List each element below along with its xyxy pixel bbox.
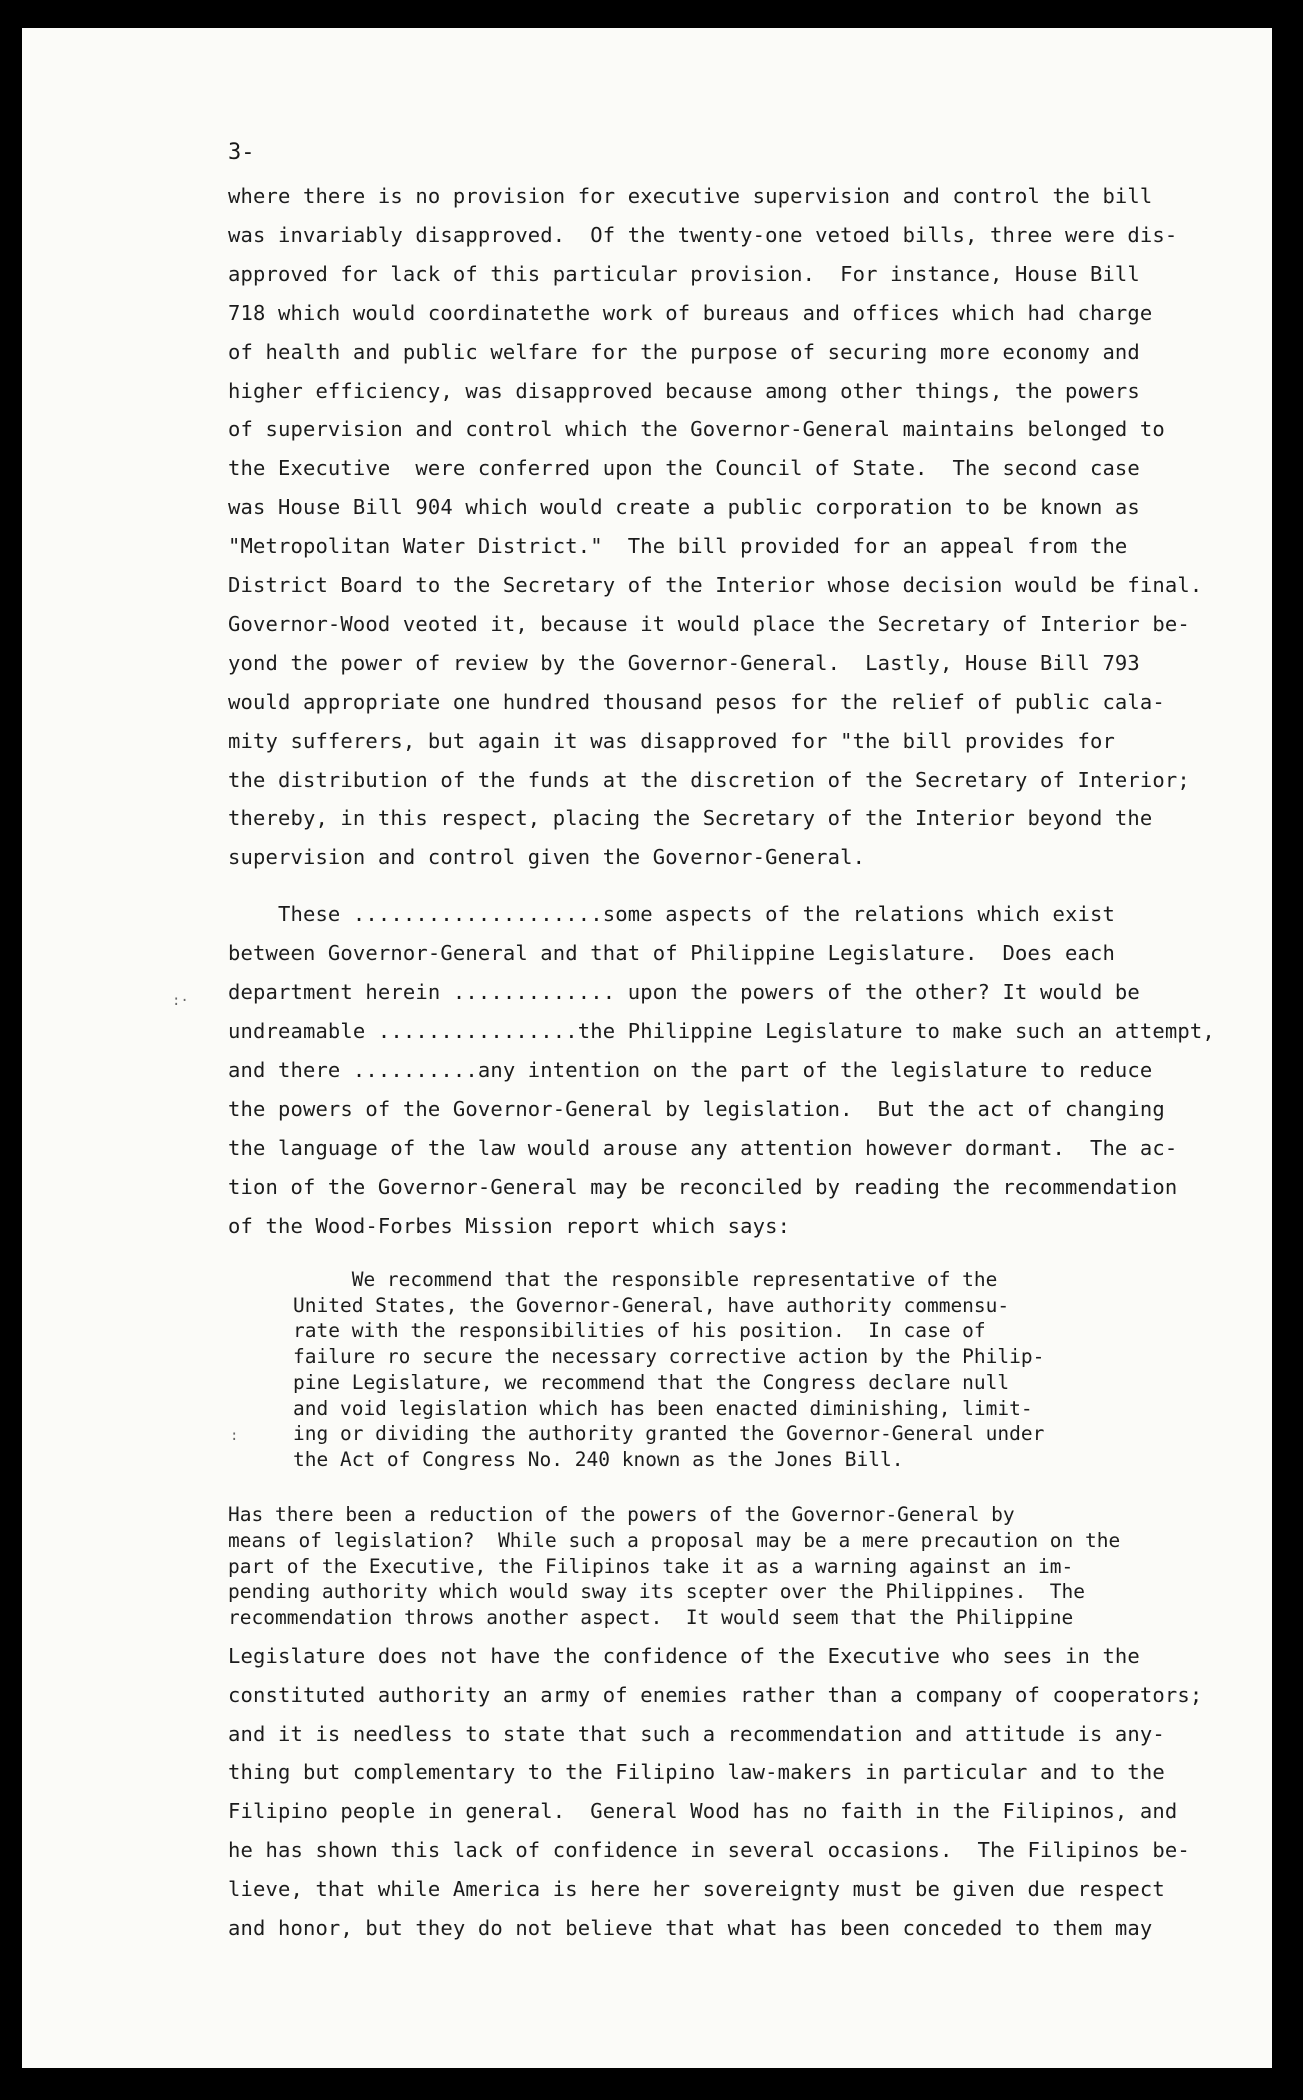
text-line: We recommend that the responsible representative of the: [293, 1268, 998, 1291]
text-line: between Governor-General and that of Philippine Legislature. Does each: [228, 941, 1115, 965]
page-number: 3-: [228, 140, 255, 165]
text-line: Legislature does not have the confidence of the Executive who sees in the: [228, 1644, 1140, 1668]
text-line: approved for lack of this particular provision. For instance, House Bill: [228, 261, 1140, 286]
text-line: ing or dividing the authority granted the Governor-General under: [293, 1422, 1045, 1446]
text-line: thing but complementary to the Filipino law-makers in particular and to the: [228, 1760, 1165, 1785]
text-line: the Executive were conferred upon the Council of State. The second case: [228, 456, 1140, 481]
text-line: was invariably disapproved. Of the twenty-one vetoed bills, three were dis-: [228, 222, 1178, 247]
text-line: the Act of Congress No. 240 known as the Jones Bill.: [293, 1447, 904, 1471]
text-line: District Board to the Secretary of the Interior whose decision would be final.: [228, 573, 1203, 597]
text-line: department herein ............. upon the powers of the other? It would be: [228, 980, 1140, 1004]
text-line: undreamable ................the Philippine Legislature to make such an attempt,: [228, 1019, 1215, 1043]
text-line: the language of the law would arouse any attention however dormant. The ac-: [228, 1136, 1178, 1160]
text-line: Governor-Wood veoted it, because it would place the Secretary of Interior be-: [228, 611, 1190, 636]
text-line: mity sufferers, but again it was disapproved for "the bill provides for: [228, 728, 1115, 753]
text-line: pine Legislature, we recommend that the Congress declare null: [293, 1370, 1010, 1394]
text-line: yond the power of review by the Governor-General. Lastly, House Bill 793: [228, 650, 1140, 675]
text-line: "Metropolitan Water District." The bill provided for an appeal from the: [228, 534, 1128, 559]
text-line: supervision and control given the Governor-General.: [228, 845, 866, 870]
text-line: Filipino people in general. General Wood has no faith in the Filipinos, and: [228, 1799, 1178, 1824]
text-line: was House Bill 904 which would create a public corporation to be known as: [228, 495, 1140, 520]
margin-mark: :·: [172, 993, 189, 1009]
text-line: of supervision and control which the Governor-General maintains belonged to: [228, 417, 1165, 442]
text-line: and there ..........any intention on the part of the legislature to reduce: [228, 1058, 1153, 1082]
text-line: part of the Executive, the Filipinos take it as a warning against an im-: [228, 1554, 1074, 1578]
text-line: thereby, in this respect, placing the Secretary of the Interior beyond the: [228, 806, 1153, 831]
text-line: of the Wood-Forbes Mission report which says:: [228, 1214, 791, 1238]
text-line: These ....................some aspects of the relations which exist: [228, 902, 1115, 926]
text-line: tion of the Governor-General may be reconciled by reading the recommendation: [228, 1175, 1178, 1199]
text-line: means of legislation? While such a proposal may be a mere precaution on the: [228, 1528, 1121, 1552]
text-line: of health and public welfare for the purpose of securing more economy and: [228, 339, 1140, 364]
text-line: the powers of the Governor-General by legislation. But the act of changing: [228, 1097, 1165, 1121]
text-line: Has there been a reduction of the powers of the Governor-General by: [228, 1503, 1015, 1526]
text-line: and it is needless to state that such a recommendation and attitude is any-: [228, 1721, 1165, 1746]
margin-mark: :: [230, 1428, 239, 1444]
text-line: would appropriate one hundred thousand pesos for the relief of public cala-: [228, 689, 1165, 714]
text-line: he has shown this lack of confidence in several occasions. The Filipinos be-: [228, 1838, 1190, 1862]
text-line: rate with the responsibilities of his position. In case of: [293, 1319, 986, 1343]
text-line: and void legislation which has been enacted diminishing, limit-: [293, 1396, 1033, 1420]
text-line: 718 which would coordinatethe work of bureaus and offices which had charge: [228, 300, 1153, 325]
text-line: constituted authority an army of enemies rather than a company of cooperators;: [228, 1682, 1203, 1707]
text-line: lieve, that while America is here her sovereignty must be given due respect: [228, 1876, 1165, 1901]
text-line: recommendation throws another aspect. It would seem that the Philippine: [228, 1606, 1074, 1630]
text-line: and honor, but they do not believe that what has been conceded to them may: [228, 1915, 1153, 1940]
text-line: the distribution of the funds at the discretion of the Secretary of Interior;: [228, 767, 1190, 792]
text-line: pending authority which would sway its scepter over the Philippines. The: [228, 1580, 1086, 1604]
text-line: where there is no provision for executive supervision and control the bill: [228, 184, 1153, 208]
text-line: higher efficiency, was disapproved because among other things, the powers: [228, 378, 1140, 403]
text-line: failure ro secure the necessary corrective action by the Philip-: [293, 1345, 1045, 1369]
text-line: United States, the Governor-General, have authority commensu-: [293, 1293, 1010, 1317]
